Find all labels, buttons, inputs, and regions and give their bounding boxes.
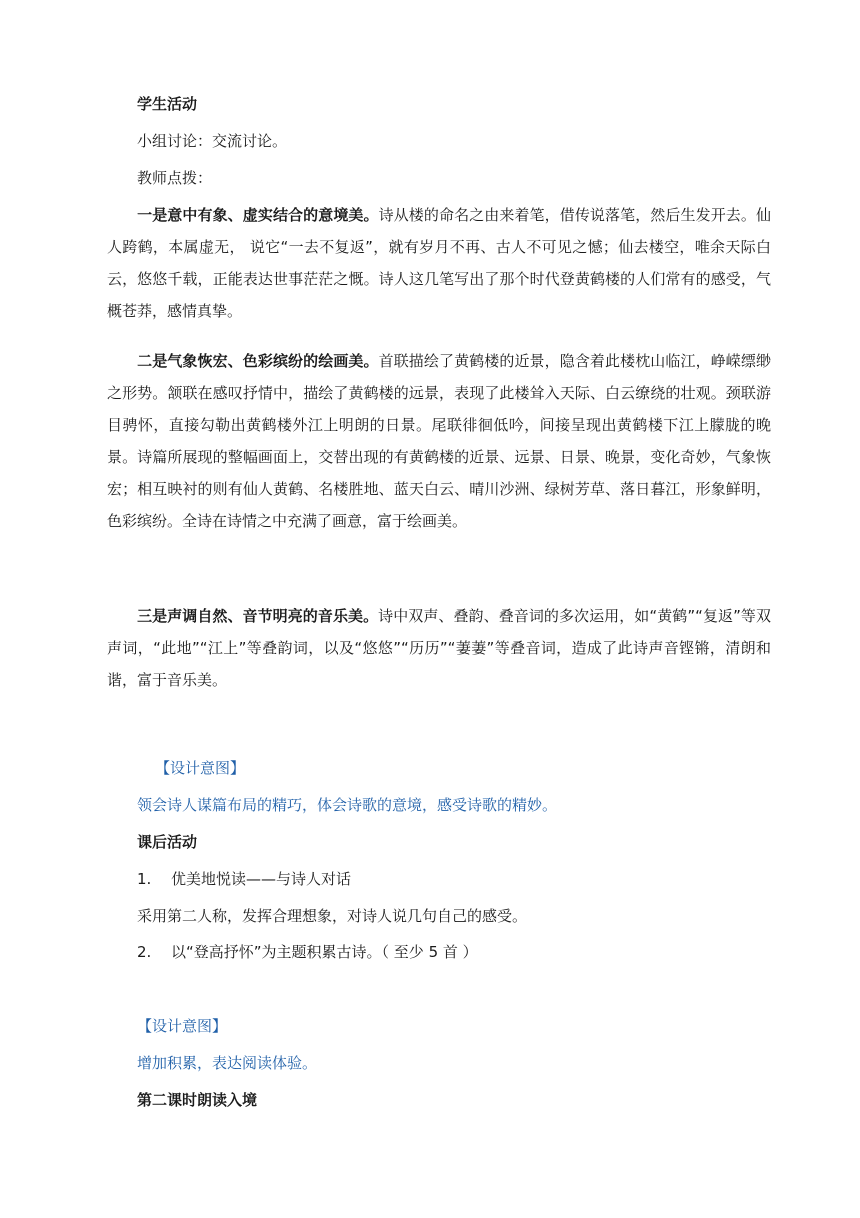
group-discussion-text: 小组讨论：交流讨论。 xyxy=(137,132,288,150)
heading-after-class: 课后活动 xyxy=(137,833,198,851)
list-item-1-description: 采用第二人称，发挥合理想象，对诗人说几句自己的感受。 xyxy=(137,907,528,925)
teacher-guide-label: 教师点拨： xyxy=(137,169,213,187)
design-intent-text-2: 增加积累，表达阅读体验。 xyxy=(137,1054,318,1072)
design-intent-title-2: 【设计意图】 xyxy=(137,1017,228,1035)
heading-student-activity: 学生活动 xyxy=(137,95,198,113)
list-item-number: 2. xyxy=(137,943,152,961)
list-item-2 xyxy=(137,942,767,962)
paragraph-body: 诗从楼的命名之由来着笔，借传说落笔，然后生发开去。仙人跨鹤，本属虚无， 说它“一去不复返”，就有岁月不再、古人不可见之憾；仙去楼空，唯余天际白云，悠悠千载，正能表达世事茫茫之慨。诗人这几笔写出了那个时代登黄鹤楼的人们常有的感受，气概苍莽，感情真挚。 xyxy=(107,206,771,320)
paragraph-music-beauty xyxy=(107,600,771,696)
paragraph-lead: 一是意中有象、虚实结合的意境美。 xyxy=(137,206,379,224)
paragraph-body: 首联描绘了黄鹤楼的近景，隐含着此楼枕山临江，峥嵘缥缈之形势。颔联在感叹抒情中，描绘了黄鹤楼的远景，表现了此楼耸入天际、白云缭绕的壮观。颈联游目骋怀，直接勾勒出黄鹤楼外江上明朗的日景。尾联徘徊低吟，间接呈现出黄鹤楼下江上朦胧的晚景。诗篇所展现的整幅画面上，交替出现的有黄鹤楼的近景、远景、日景、晚景，变化奇妙，气象恢宏；相互映衬的则有仙人黄鹤、名楼胜地、蓝天白云、晴川沙洲、绿树芳草、落日暮江，形象鲜明，色彩缤纷。全诗在诗情之中充满了画意，富于绘画美。 xyxy=(107,352,771,530)
list-item-number: 1. xyxy=(137,870,152,888)
design-intent-text-1: 领会诗人谋篇布局的精巧，体会诗歌的意境，感受诗歌的精妙。 xyxy=(137,796,558,814)
list-item-text: 优美地悦读——与诗人对话 xyxy=(171,870,352,888)
list-item-text: 以“登高抒怀”为主题积累古诗。（ 至少 5 首 ） xyxy=(171,943,478,961)
design-intent-title-1: 【设计意图】 xyxy=(155,759,246,777)
paragraph-body: 诗中双声、叠韵、叠音词的多次运用，如“黄鹤”“复返”等双声词，“此地”“江上”等叠韵词，以及“悠悠”“历历”“萋萋”等叠音词，造成了此诗声音铿锵，清朗和谐，富于音乐美。 xyxy=(107,607,771,689)
paragraph-lead: 三是声调自然、音节明亮的音乐美。 xyxy=(137,607,379,625)
list-item-1 xyxy=(137,869,767,889)
paragraph-painting-beauty xyxy=(107,345,771,537)
paragraph-lead: 二是气象恢宏、色彩缤纷的绘画美。 xyxy=(137,352,379,370)
heading-second-lesson: 第二课时朗读入境 xyxy=(137,1091,258,1109)
paragraph-artistic-conception xyxy=(107,199,771,327)
